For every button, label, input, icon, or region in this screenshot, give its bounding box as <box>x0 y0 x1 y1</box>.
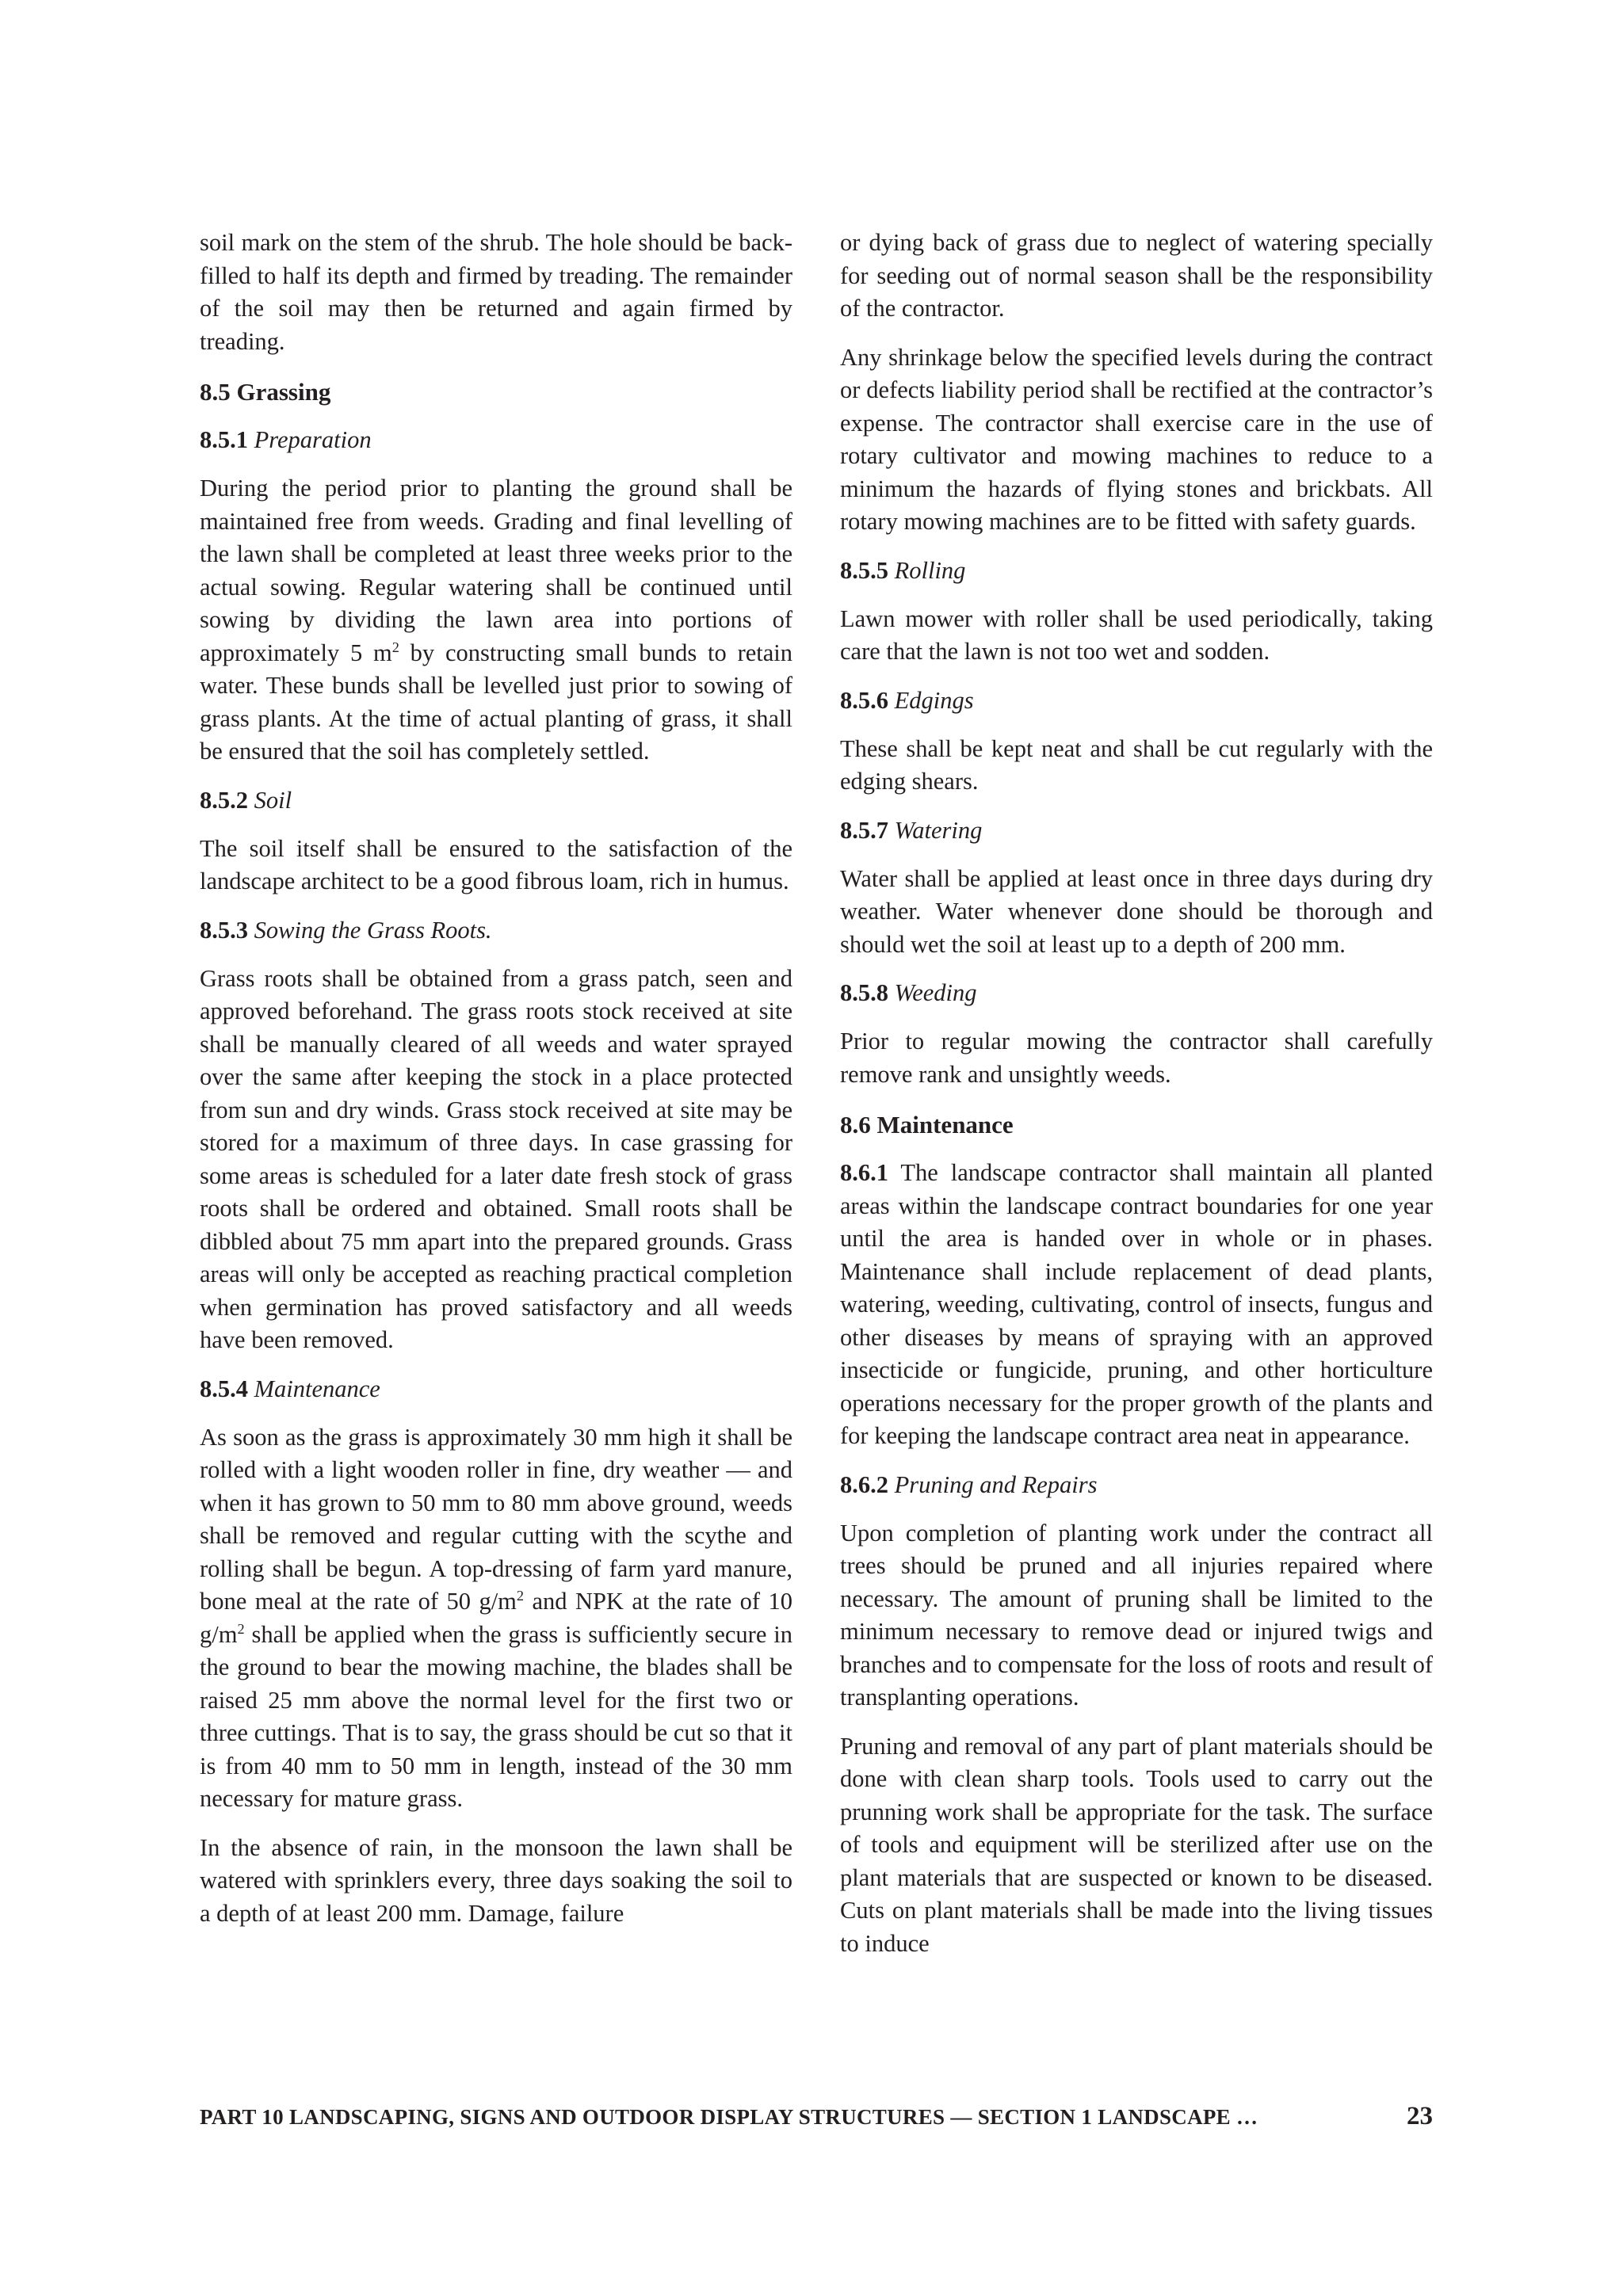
subsection-heading-8-5-2 <box>200 784 792 817</box>
subsection-heading-8-5-4 <box>200 1373 792 1405</box>
paragraph-8-6-1 <box>840 1157 1433 1453</box>
clause-number: 8.6.1 <box>840 1159 888 1186</box>
subsection-title: Sowing the Grass Roots. <box>254 916 492 944</box>
text-run: shall be applied when the grass is sufficiently secure in the ground to bear the mowing machine, the blades shall be raised 25 mm above the normal level for the first two or three cuttings. That is to say, the grass should be cut so that it is from 40 mm to 50 mm in length, instead of the 30 mm necessary for mature grass. <box>200 1620 792 1812</box>
subsection-heading-8-5-8 <box>840 977 1433 1009</box>
subsection-title: Preparation <box>254 426 372 453</box>
paragraph-shrinkage: Any shrinkage below the specified levels during the contract or defects liability period shall be rectified at the contractor’s expense. The contractor shall exercise care in the use of rotary cultivator and mowing machines to reduce to a minimum the hazards of flying stones and brickbats. All rotary mowing machines are to be fitted with safety guards. <box>840 343 1433 535</box>
subsection-heading-8-5-3 <box>200 914 792 947</box>
running-title: PART 10 LANDSCAPING, SIGNS AND OUTDOOR DISPLAY STRUCTURES — SECTION 1 LANDSCAPE … <box>200 2105 1258 2129</box>
paragraph-8-5-5: Lawn mower with roller shall be used periodically, taking care that the lawn is not too wet and sodden. <box>840 605 1433 665</box>
subsection-heading-8-5-5 <box>840 555 1433 587</box>
paragraph-8-5-1 <box>200 472 792 769</box>
paragraph-8-6-2-b: Pruning and removal of any part of plant materials should be done with clean sharp tools. Tools used to carry out the prunning work shall be appropriate for the task. The surface of tools and equipment will be sterilized after use on the plant materials that are suspected or known to be diseased. Cuts on plant materials shall be made into the living tissues to induce <box>840 1732 1433 1957</box>
subsection-title: Watering <box>894 816 983 844</box>
left-column <box>200 227 792 1946</box>
text-run: As soon as the grass is approximately 30 mm high it shall be rolled with a light wooden roller in fine, dry weather — and when it has grown to 50 mm to 80 mm above ground, weeds shall be removed and regular cutting with the scythe and rolling shall be begun. A top-dressing of farm yard manure, bone meal at the rate of 50 g/m <box>200 1423 792 1615</box>
subsection-number: 8.5.8 <box>840 979 888 1006</box>
subsection-title: Pruning and Repairs <box>894 1470 1098 1498</box>
paragraph-monsoon-watering: In the absence of rain, in the monsoon the lawn shall be watered with sprinklers every, three days soaking the soil to a depth of at least 200 mm. Damage, failure <box>200 1833 792 1927</box>
superscript: 2 <box>237 1620 245 1637</box>
subsection-heading-8-6-2 <box>840 1469 1433 1501</box>
subsection-number: 8.5.3 <box>200 916 248 944</box>
text-run: During the period prior to planting the ground shall be maintained free from weeds. Grading and final levelling of the lawn shall be completed at least three weeks prior to the actual sowing. Regular watering shall be continued until sowing by dividing the lawn area into portions of approximately 5 m <box>200 475 792 666</box>
subsection-number: 8.5.4 <box>200 1375 248 1402</box>
subsection-number: 8.5.5 <box>840 556 888 584</box>
paragraph-8-5-8: Prior to regular mowing the contractor shall carefully remove rank and unsightly weeds. <box>840 1028 1433 1088</box>
superscript: 2 <box>516 1587 525 1604</box>
right-column <box>840 227 1433 1976</box>
page-footer <box>200 2102 1433 2137</box>
superscript: 2 <box>391 639 399 655</box>
section-heading-8-6: 8.6 Maintenance <box>840 1111 1014 1138</box>
paragraph-8-5-7: Water shall be applied at least once in three days during dry weather. Water whenever done should be thorough and should wet the soil at least up to a depth of 200 mm. <box>840 864 1433 958</box>
paragraph-8-5-3: Grass roots shall be obtained from a grass patch, seen and approved beforehand. The grass roots stock received at site shall be manually cleared of all weeds and water sprayed over the same after keeping the stock in a place protected from sun and dry winds. Grass stock received at site may be stored for a maximum of three days. In case grassing for some areas is scheduled for a later date fresh stock of grass roots shall be ordered and obtained. Small roots shall be dibbled about 75 mm apart into the prepared grounds. Grass areas will only be accepted as reaching practical completion when germination has proved satisfactory and all weeds have been removed. <box>200 964 792 1353</box>
subsection-number: 8.5.7 <box>840 816 888 844</box>
subsection-heading-8-5-1 <box>200 424 792 456</box>
paragraph-8-6-2-a: Upon completion of planting work under the contract all trees should be pruned and all injuries repaired where necessary. The amount of pruning shall be limited to the minimum necessary to remove dead or injured twigs and branches and to compensate for the loss of roots and result of transplanting operations. <box>840 1519 1433 1711</box>
section-heading-8-5: 8.5 Grassing <box>200 378 331 406</box>
page-number: 23 <box>1407 2102 1433 2130</box>
subsection-heading-8-5-7 <box>840 814 1433 847</box>
subsection-number: 8.5.6 <box>840 686 888 714</box>
subsection-title: Soil <box>254 786 292 814</box>
paragraph-8-5-6: These shall be kept neat and shall be cut regularly with the edging shears. <box>840 734 1433 795</box>
text-run: by constructing small bunds to retain water. These bunds shall be levelled just prior to sowing of grass plants. At the time of actual planting of grass, it shall be ensured that the soil has completely settled. <box>200 639 793 765</box>
subsection-heading-8-5-6 <box>840 685 1433 717</box>
text-run: and NPK at the rate of 10 g/m <box>200 1588 792 1648</box>
paragraph-8-5-4 <box>200 1421 792 1816</box>
subsection-title: Rolling <box>894 556 966 584</box>
paragraph-8-5-2: The soil itself shall be ensured to the satisfaction of the landscape architect to be a good fibrous loam, rich in humus. <box>200 834 792 894</box>
text-run: The landscape contractor shall maintain all planted areas within the landscape contract boundaries for one year until the area is handed over in whole or in phases. Maintenance shall include replacement of dead plants, watering, weeding, cultivating, control of insects, fungus and other diseases by means of spraying with an approved insecticide or fungicide, pruning, and other horticulture operations necessary for the proper growth of the plants and for keeping the landscape contract area neat in appearance. <box>840 1159 1433 1449</box>
subsection-title: Weeding <box>894 979 977 1006</box>
subsection-title: Maintenance <box>254 1375 380 1402</box>
subsection-number: 8.5.1 <box>200 426 248 453</box>
subsection-title: Edgings <box>894 686 974 714</box>
paragraph-intro: soil mark on the stem of the shrub. The hole should be back-filled to half its depth and firmed by treading. The remainder of the soil may then be returned and again firmed by treading. <box>200 229 792 355</box>
subsection-number: 8.5.2 <box>200 786 248 814</box>
paragraph-continued: or dying back of grass due to neglect of watering specially for seeding out of normal season shall be the responsibility of the contractor. <box>840 229 1433 322</box>
subsection-number: 8.6.2 <box>840 1470 888 1498</box>
